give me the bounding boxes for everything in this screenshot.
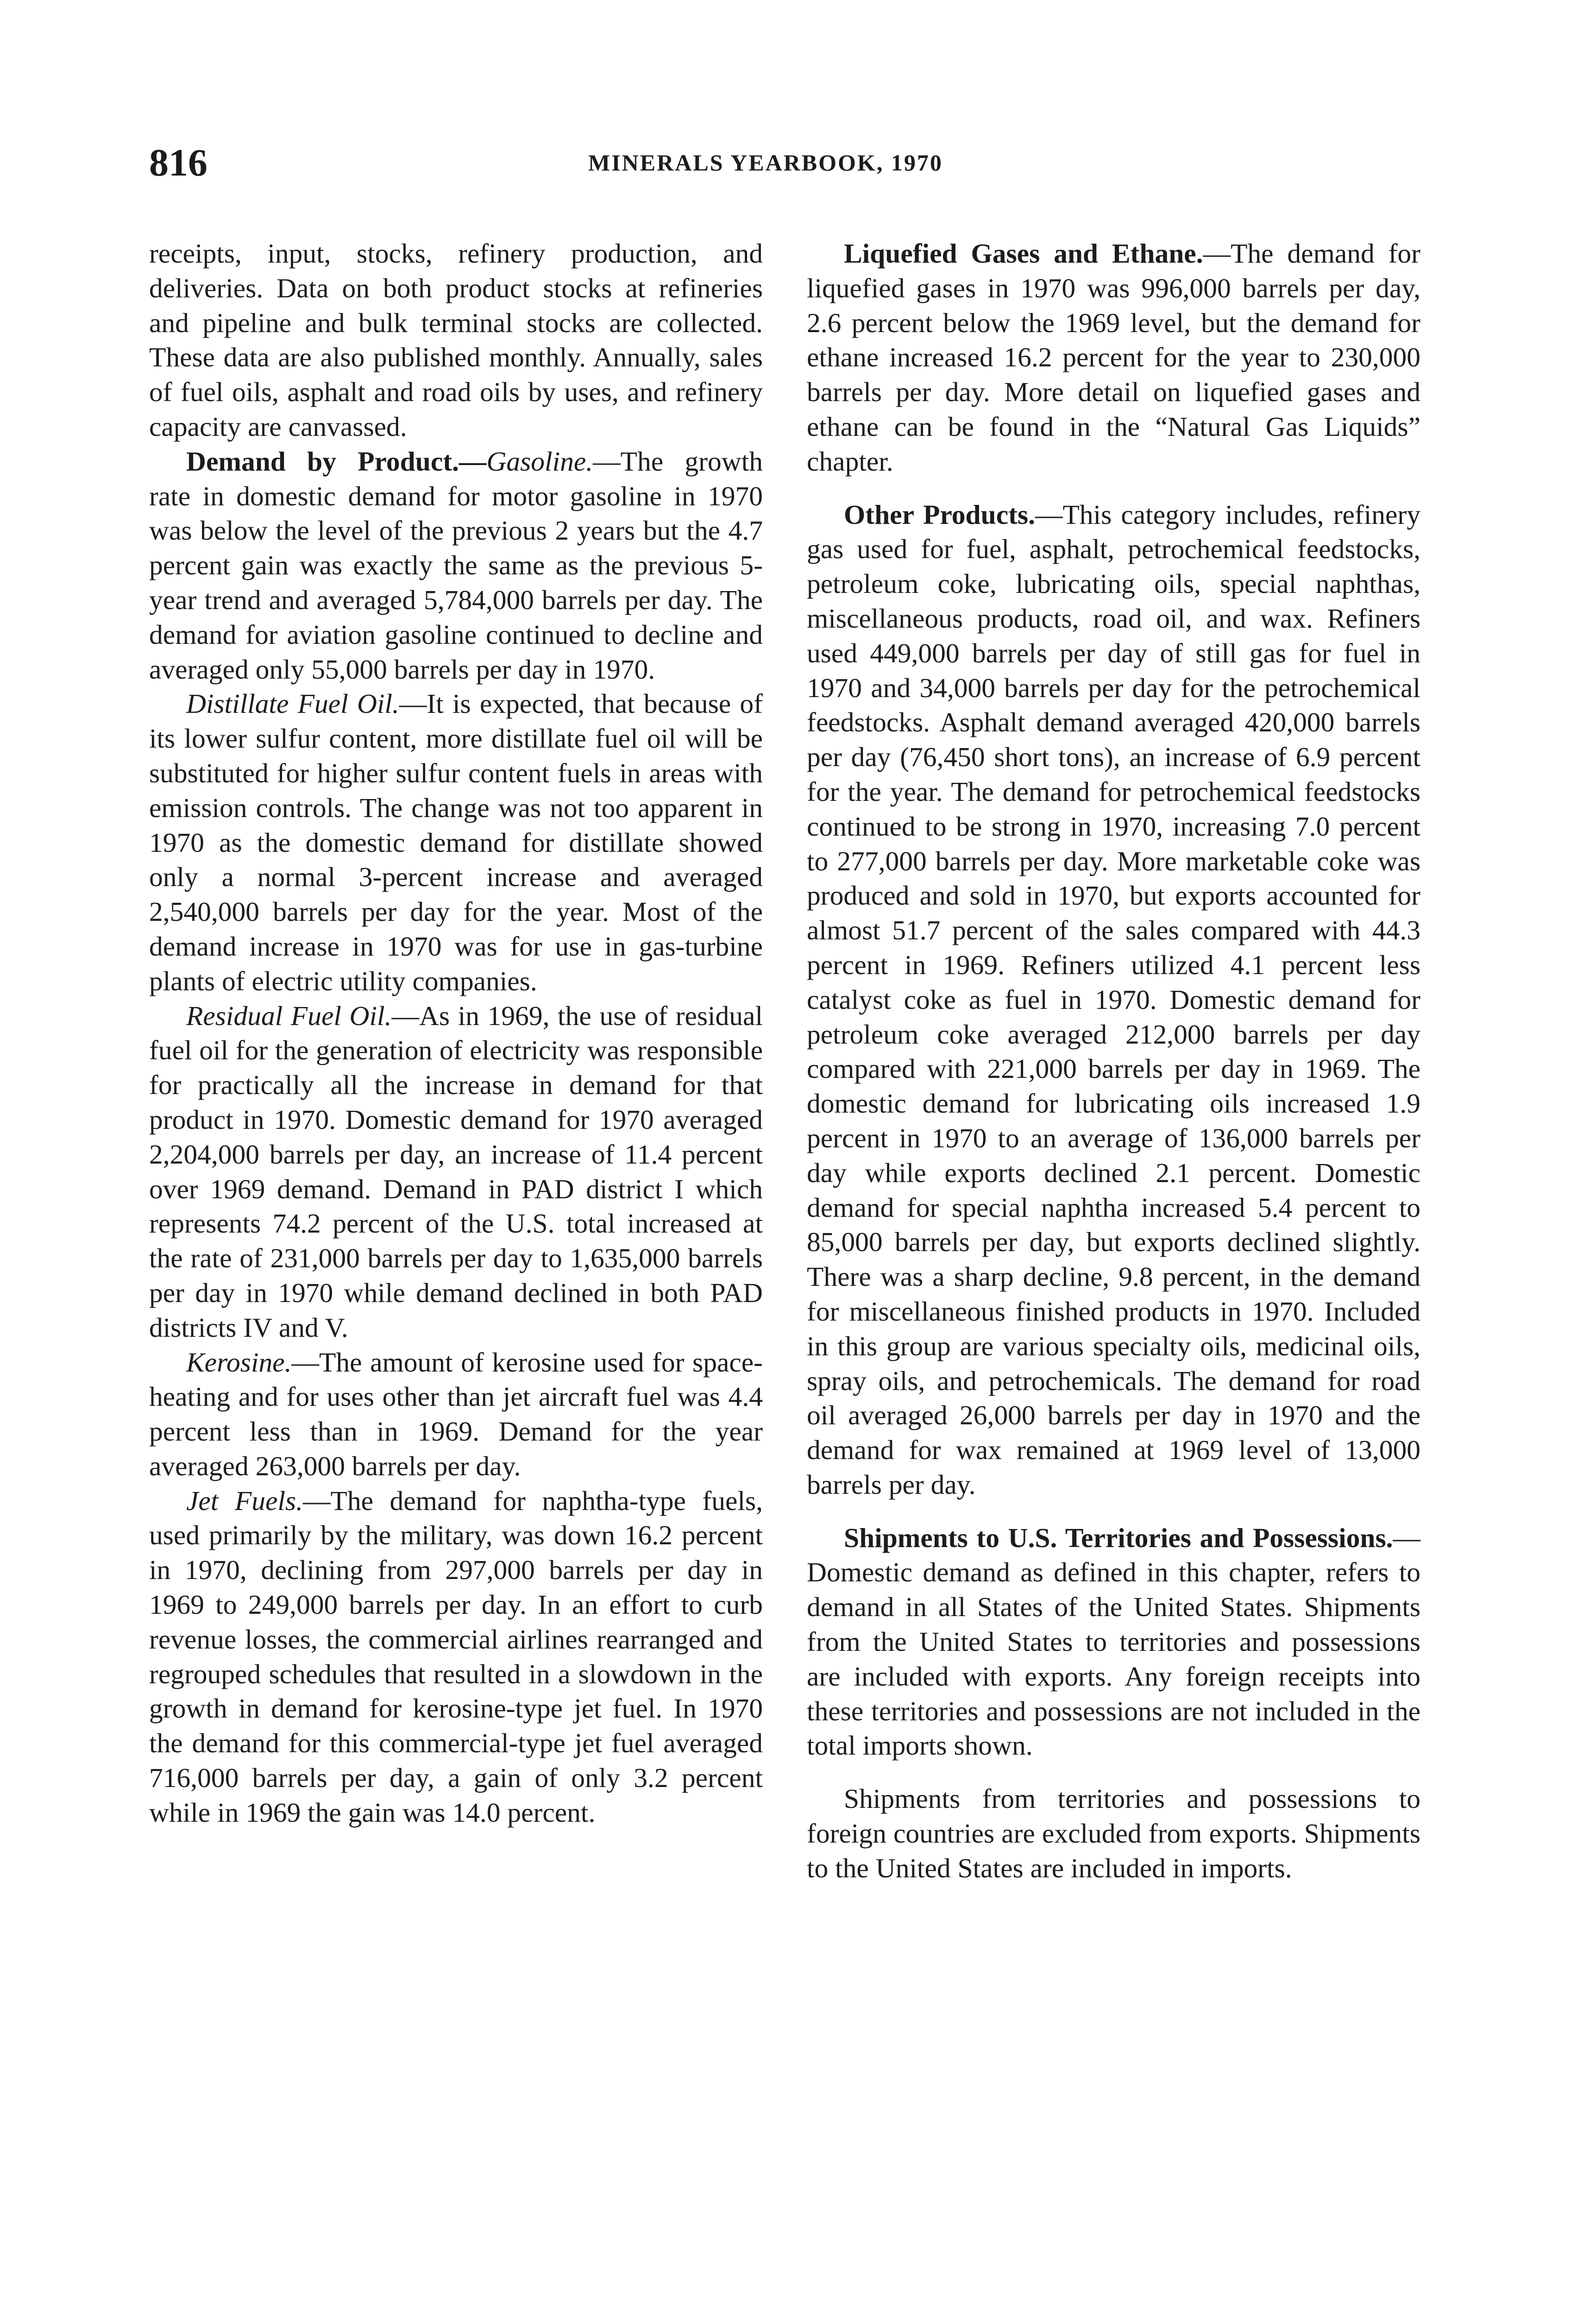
paragraph-gasoline (149, 444, 763, 687)
paragraph-other-products (807, 497, 1420, 1502)
subheading-distillate-fuel-oil: Distillate Fuel Oil. (186, 688, 399, 719)
subheading-residual-fuel-oil: Residual Fuel Oil. (186, 1000, 392, 1031)
paragraph-shipments-territories (807, 1521, 1420, 1763)
paragraph-body: —Domestic demand as defined in this chapter, refers to demand in all States of the United States. Shipments from the United States to territories and possessions are included with exports. Any foreign receipts into these territories and possessions are not included in the total imports shown. (807, 1522, 1420, 1761)
paragraph-distillate-fuel-oil (149, 686, 763, 998)
paragraph-residual-fuel-oil (149, 999, 763, 1345)
left-column (149, 236, 763, 1830)
paragraph-jet-fuels (149, 1484, 763, 1830)
paragraph-body: —As in 1969, the use of residual fuel oil for the generation of electricity was responsible for practically all the increase in demand for that product in 1970. Domestic demand for 1970 averaged 2,204,000 barrels per day, an increase of 11.4 percent over 1969 demand. Demand in PAD district I which represents 74.2 percent of the U.S. total increased at the rate of 231,000 barrels per day to 1,635,000 barrels per day in 1970 while demand declined in both PAD districts IV and V. (149, 1000, 763, 1343)
right-column (807, 236, 1420, 1886)
running-title: MINERALS YEARBOOK, 1970 (588, 150, 943, 176)
subheading-kerosine: Kerosine. (186, 1347, 292, 1378)
subheading-gasoline: Gasoline. (486, 446, 593, 477)
section-heading-demand-by-product: Demand by Product.— (186, 446, 487, 477)
paragraph-body: —The amount of kerosine used for space-heating and for uses other than jet aircraft fuel was 4.4 percent less than in 1969. Demand for the year averaged 263,000 barrels per day. (149, 1347, 763, 1481)
page-number: 816 (149, 141, 207, 184)
paragraph-body: —This category includes, refinery gas used for fuel, asphalt, petrochemical feedstocks, petroleum coke, lubricating oils, special naphthas, miscellaneous products, road oil, and wax. Refiners used 449,000 barrels per day of still gas for fuel in 1970 and 34,000 barrels per day for the petrochemical feedstocks. Asphalt demand averaged 420,000 barrels per day (76,450 short tons), an increase of 6.9 percent for the year. The demand for petrochemical feedstocks continued to be strong in 1970, increasing 7.0 percent to 277,000 barrels per day. More marketable coke was produced and sold in 1970, but exports accounted for almost 51.7 percent of the sales compared with 44.3 percent in 1969. Refiners utilized 4.1 percent less catalyst coke as fuel in 1970. Domestic demand for petroleum coke averaged 212,000 barrels per day compared with 221,000 barrels per day in 1969. The domestic demand for lubricating oils increased 1.9 percent in 1970 to an average of 136,000 barrels per day while exports declined 2.1 percent. Domestic demand for special naphtha increased 5.4 percent to 85,000 barrels per day, but exports declined slightly. There was a sharp decline, 9.8 percent, in the demand for miscellaneous finished products in 1970. Included in this group are various specialty oils, medicinal oils, spray oils, and petrochemicals. The demand for road oil averaged 26,000 barrels per day in 1970 and the demand for wax remained at 1969 level of 13,000 barrels per day. (807, 499, 1420, 1500)
paragraph-body: —The demand for naphtha-type fuels, used primarily by the military, was down 16.2 percent in 1970, declining from 297,000 barrels per day in 1969 to 249,000 barrels per day. In an effort to curb revenue losses, the commercial airlines rearranged and regrouped schedules that resulted in a slowdown in the growth in demand for kerosine-type jet fuel. In 1970 the demand for this commercial-type jet fuel averaged 716,000 barrels per day, a gain of only 3.2 percent while in 1969 the gain was 14.0 percent. (149, 1485, 763, 1828)
section-heading-other-products: Other Products. (844, 499, 1035, 530)
paragraph-shipments-foreign: Shipments from territories and possessions to foreign countries are excluded from exports. Shipments to the United States are included in imports. (807, 1783, 1420, 1883)
subheading-jet-fuels: Jet Fuels. (186, 1485, 303, 1516)
section-heading-shipments: Shipments to U.S. Territories and Possessions. (844, 1522, 1393, 1553)
paragraph-liquefied-gases (807, 236, 1420, 479)
paragraph-kerosine (149, 1345, 763, 1484)
paragraph-data-collection: receipts, input, stocks, refinery production, and deliveries. Data on both product stocks at refineries and pipeline and bulk terminal stocks are collected. These data are also published monthly. Annually, sales of fuel oils, asphalt and road oils by uses, and refinery capacity are canvassed. (149, 238, 763, 442)
paragraph-body: —It is expected, that because of its lower sulfur content, more distillate fuel oil will be substituted for higher sulfur content fuels in areas with emission controls. The change was not too apparent in 1970 as the domestic demand for distillate showed only a normal 3-percent increase and averaged 2,540,000 barrels per day for the year. Most of the demand increase in 1970 was for use in gas-turbine plants of electric utility companies. (149, 688, 763, 996)
section-heading-liquefied-gases: Liquefied Gases and Ethane. (844, 238, 1203, 269)
paragraph-body: —The growth rate in domestic demand for motor gasoline in 1970 was below the level of the previous 2 years but the 4.7 percent gain was exactly the same as the previous 5-year trend and averaged 5,784,000 barrels per day. The demand for aviation gasoline continued to decline and averaged only 55,000 barrels per day in 1970. (149, 446, 763, 685)
paragraph-body: —The demand for liquefied gases in 1970 was 996,000 barrels per day, 2.6 percent below the 1969 level, but the demand for ethane increased 16.2 percent for the year to 230,000 barrels per day. More detail on liquefied gases and ethane can be found in the “Natural Gas Liquids” chapter. (807, 238, 1420, 477)
